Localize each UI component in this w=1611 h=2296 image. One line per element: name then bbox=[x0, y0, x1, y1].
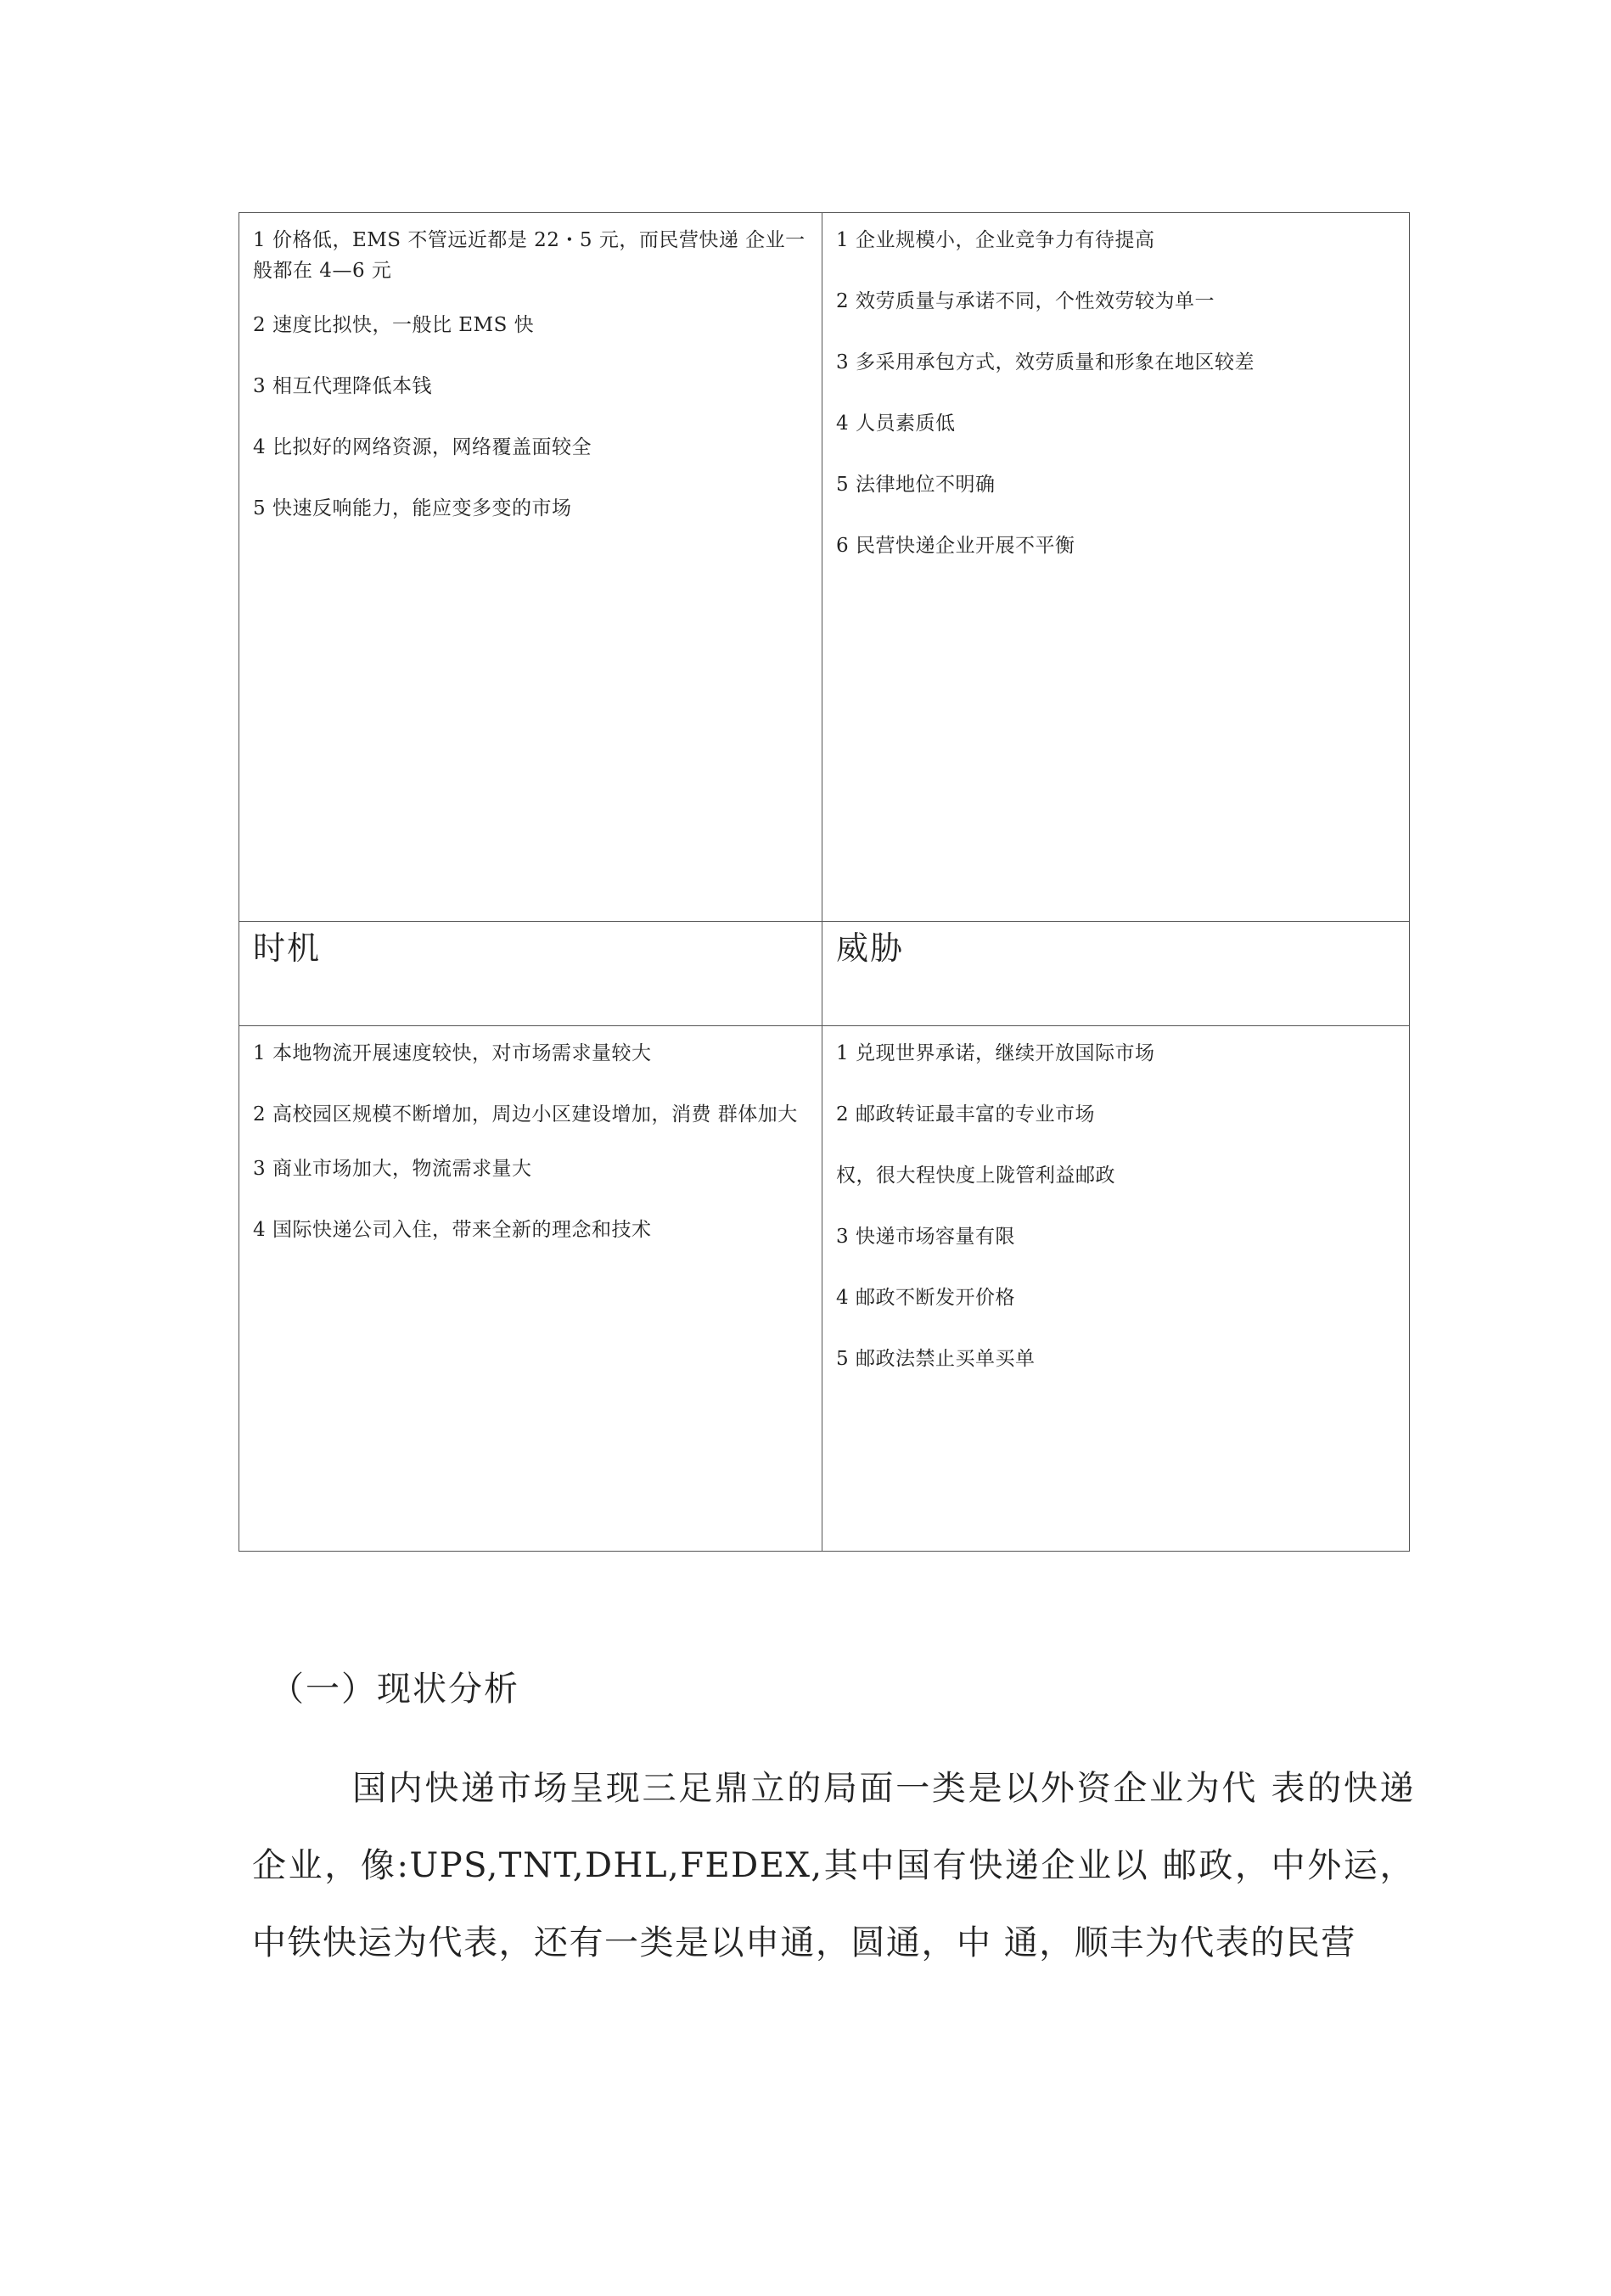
threat-item: 5 邮政法禁止买单买单 bbox=[836, 1348, 1036, 1370]
threats-cell bbox=[822, 1026, 1410, 1552]
threats-list bbox=[822, 1026, 1409, 1374]
threat-item: 1 兑现世界承诺，继续开放国际市场 bbox=[836, 1042, 1155, 1064]
weakness-item: 5 法律地位不明确 bbox=[836, 474, 996, 496]
strengths-cell bbox=[239, 213, 822, 922]
weakness-item: 2 效劳质量与承诺不同，个性效劳较为单一 bbox=[836, 290, 1215, 312]
strength-item: 4 比拟好的网络资源，网络覆盖面较全 bbox=[253, 436, 592, 458]
strengths-list bbox=[239, 213, 822, 524]
opportunities-cell bbox=[239, 1026, 822, 1552]
swot-table bbox=[239, 212, 1410, 1552]
opportunity-item: 1 本地物流开展速度较快，对市场需求量较大 bbox=[253, 1042, 652, 1064]
opportunities-header: 时机 bbox=[253, 929, 322, 967]
weakness-item: 6 民营快递企业开展不平衡 bbox=[836, 535, 1075, 557]
strength-item: 3 相互代理降低本钱 bbox=[253, 375, 432, 397]
opportunities-list bbox=[239, 1026, 822, 1245]
threat-item: 权，很大程快度上陇管利益邮政 bbox=[836, 1165, 1115, 1187]
weaknesses-cell bbox=[822, 213, 1410, 922]
weakness-item: 4 人员素质低 bbox=[836, 413, 956, 435]
body-paragraph: 国内快递市场呈现三足鼎立的局面一类是以外资企业为代 表的快递企业，像:UPS,TNT,DHL,FEDEX,其中国有快递企业以 邮政，中外运，中铁快运为代表，还有一类是以申通，圆通，中 通，顺丰为代表的民营 bbox=[252, 1769, 1415, 1962]
threats-header-cell bbox=[822, 922, 1410, 1026]
threat-item: 3 快递市场容量有限 bbox=[836, 1226, 1015, 1248]
opportunities-header-cell bbox=[239, 922, 822, 1026]
strength-item: 1 价格低，EMS 不管远近都是 22・5 元，而民营快递 企业一般都在 4—6 元 bbox=[253, 229, 806, 282]
weaknesses-list bbox=[822, 213, 1409, 561]
section-heading: （一）现状分析 bbox=[270, 1670, 519, 1709]
opportunity-item: 2 高校园区规模不断增加，周边小区建设增加，消费 群体加大 bbox=[253, 1103, 798, 1126]
threat-item: 4 邮政不断发开价格 bbox=[836, 1287, 1015, 1309]
weakness-item: 1 企业规模小，企业竞争力有待提高 bbox=[836, 229, 1155, 251]
opportunity-item: 3 商业市场加大，物流需求量大 bbox=[253, 1158, 532, 1180]
threat-item: 2 邮政转证最丰富的专业市场 bbox=[836, 1103, 1095, 1126]
threats-header: 威胁 bbox=[836, 929, 905, 967]
opportunity-item: 4 国际快递公司入住，带来全新的理念和技术 bbox=[253, 1219, 652, 1241]
strength-item: 5 快速反响能力，能应变多变的市场 bbox=[253, 497, 572, 519]
strength-item: 2 速度比拟快，一般比 EMS 快 bbox=[253, 314, 535, 336]
weakness-item: 3 多采用承包方式，效劳质量和形象在地区较差 bbox=[836, 351, 1255, 373]
